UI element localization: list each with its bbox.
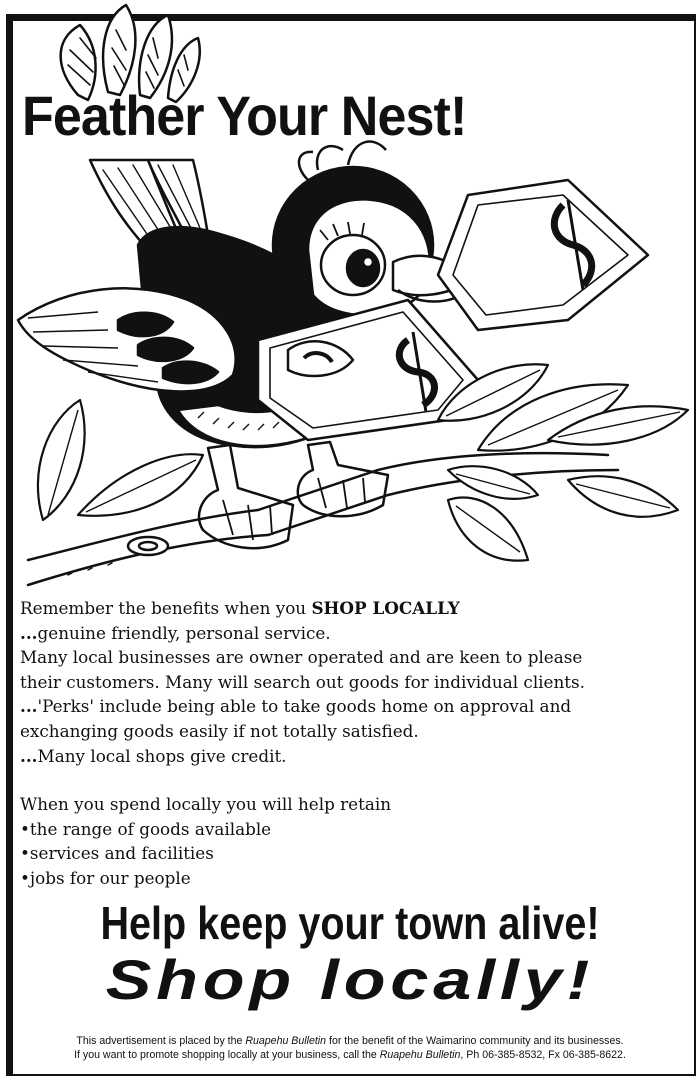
bullet-item: •services and facilities: [20, 843, 214, 864]
shop-locally-emphasis: SHOP LOCALLY: [311, 598, 460, 618]
bullet-item: •jobs for our people: [20, 867, 191, 888]
perks-line-1: ...'Perks' include being able to take goods home on approval and: [20, 696, 572, 717]
headline: Feather Your Nest!: [22, 84, 467, 147]
footer-notice: [0, 1034, 700, 1062]
retain-intro: When you spend locally you will help retain: [20, 794, 392, 815]
footer-line-1: This advertisement is placed by the Ruapehu Bulletin for the benefit of the Waimarino community and its businesses.: [76, 1035, 624, 1047]
benefit-service: ...genuine friendly, personal service.: [20, 622, 331, 643]
bullet-item: •the range of goods available: [20, 818, 272, 839]
owner-operated-line-2: their customers. Many will search out goods for individual clients.: [20, 671, 585, 692]
body-copy: [20, 596, 690, 891]
slogan-secondary: Shop locally!: [105, 948, 595, 1011]
perks-line-2: exchanging goods easily if not totally satisfied.: [20, 720, 419, 741]
paragraph-gap: [20, 768, 690, 792]
credit-line: ...Many local shops give credit.: [20, 745, 287, 766]
benefits-intro: Remember the benefits when you SHOP LOCALLY: [20, 598, 460, 618]
publication-name: Ruapehu Bulletin: [379, 1049, 461, 1061]
owner-operated-line-1: Many local businesses are owner operated and are keen to please: [20, 647, 583, 668]
publication-name: Ruapehu Bulletin: [245, 1035, 327, 1047]
slogan-primary: Help keep your town alive!: [100, 897, 600, 949]
footer-line-2: If you want to promote shopping locally at your business, call the Ruapehu Bulletin, Ph 06-385-8532, Fx 06-385-8622.: [74, 1049, 626, 1061]
